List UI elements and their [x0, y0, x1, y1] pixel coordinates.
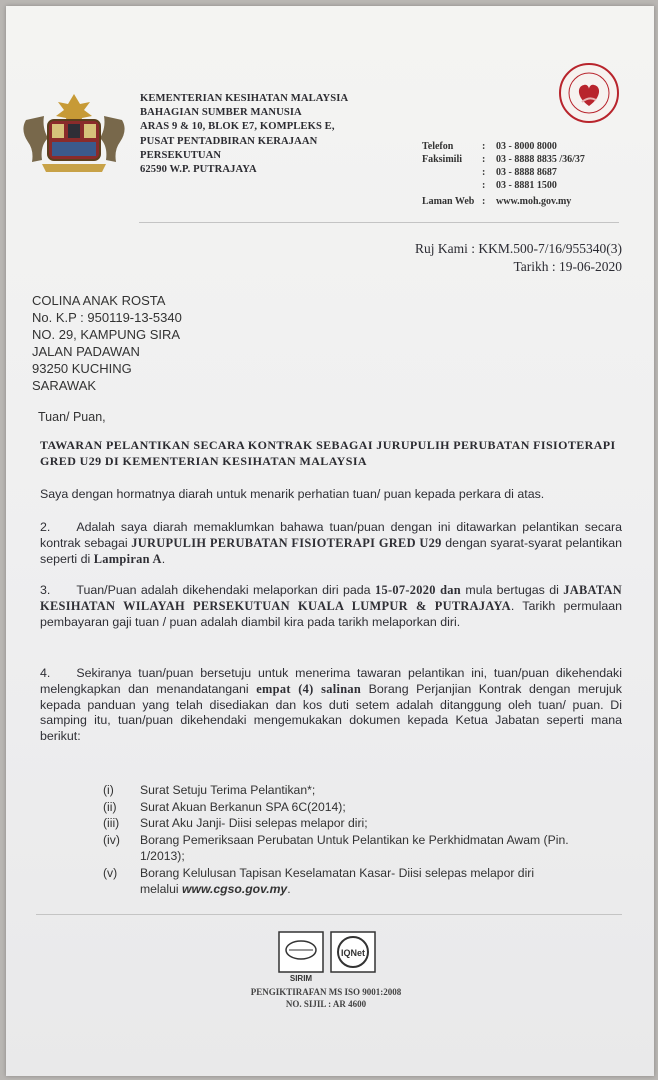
fax-number: 03 - 8881 1500 [496, 180, 557, 191]
report-date: 15-07-2020 dan [374, 583, 461, 597]
letter-subject: TAWARAN PELANTIKAN SECARA KONTRAK SEBAGAI JURUPULIH PERUBATAN FISIOTERAPI GRED U29 DI KEMENTERIAN KESIHATAN MALAYSIA [40, 438, 616, 468]
contact-row: Faksimili : 03 - 8888 8835 /36/37 [422, 154, 585, 165]
reference-number: Ruj Kami : KKM.500-7/16/955340(3) [415, 241, 622, 256]
copies-count: empat (4) salinan [256, 681, 362, 696]
paragraph-1: Saya dengan hormatnya diarah untuk menarik perhatian tuan/ puan kepada perkara di atas. [40, 487, 545, 501]
list-item: (iii) Surat Aku Janji- Diisi selepas melapor diri; [103, 816, 368, 830]
recipient-line: COLINA ANAK ROSTA [32, 293, 166, 308]
address-line: ARAS 9 & 10, BLOK E7, KOMPLEKS E, [140, 121, 335, 133]
recipient-line: 93250 KUCHING [32, 361, 132, 376]
letter-page [6, 6, 654, 1076]
attachment-ref: Lampiran A [93, 551, 162, 566]
divider [36, 914, 622, 915]
letter-date: Tarikh : 19-06-2020 [513, 259, 622, 274]
sirim-label: SIRIM [289, 974, 313, 983]
divider [139, 222, 619, 223]
paragraph-number: 4. [40, 666, 51, 680]
document-list [103, 782, 570, 898]
recipient-address [32, 292, 182, 394]
recipient-line: No. K.P : 950119-13-5340 [32, 310, 182, 325]
greeting: Tuan/ Puan, [38, 410, 106, 424]
cgso-link[interactable]: www.cgso.gov.my [182, 882, 288, 896]
iqnet-label: IQNet [340, 948, 366, 958]
address-line: 62590 W.P. PUTRAJAYA [140, 164, 257, 176]
contact-row: Telefon : 03 - 8000 8000 [422, 141, 557, 152]
certificate-number: NO. SIJIL : AR 4600 [285, 999, 367, 1009]
paragraph-3: 3. Tuan/Puan adalah dikehendaki melaporkan diri pada 15-07-2020 dan mula bertugas di JABATAN KESIHATAN WILAYAH PERSEKUTUAN KUALA LUMPUR & PUTRAJAYA. Tarikh permulaan pembayaran gaji tuan / puan adalah diambil kira pada tarikh melaporkan diri. [40, 583, 623, 629]
address-line: PUSAT PENTADBIRAN KERAJAAN [140, 135, 318, 147]
list-item: (ii) Surat Akuan Berkanun SPA 6C(2014); [103, 799, 346, 814]
list-item: (i) Surat Setuju Terima Pelantikan*; [103, 783, 316, 797]
fax-number: 03 - 8888 8835 /36/37 [496, 154, 585, 165]
position-title: JURUPULIH PERUBATAN FISIOTERAPI GRED U29 [131, 535, 442, 550]
paragraph-number: 3. [40, 583, 51, 597]
certification-logos-icon [277, 928, 377, 984]
posting-department: JABATAN KESIHATAN WILAYAH PERSEKUTUAN KUALA LUMPUR & PUTRAJAYA [40, 583, 623, 613]
contact-row: Laman Web : www.moh.gov.my [422, 196, 572, 207]
reference-block [390, 240, 622, 276]
address-line: KEMENTERIAN KESIHATAN MALAYSIA [140, 93, 349, 104]
paragraph-4: 4. Sekiranya tuan/puan bersetuju untuk menerima tawaran pelantikan ini, tuan/puan dikehendaki melengkapkan dan menandatangani empat (4) salinan Borang Perjanjian Kontrak dengan merujuk kepada panduan yang telah disediakan dan kos duti setem adalah ditanggung oleh tuan/ puan. Di samping itu, tuan/puan dikehendaki mengemukakan dokumen kepada Ketua Jabatan seperti mana berikut: [40, 666, 622, 744]
recipient-line: JALAN PADAWAN [32, 344, 140, 359]
ministry-address [140, 92, 348, 177]
contact-block [422, 140, 585, 208]
recipient-line: NO. 29, KAMPUNG SIRA [32, 327, 181, 342]
website-link[interactable]: www.moh.gov.my [496, 196, 572, 207]
list-item: (iv) Borang Pemeriksaan Perubatan Untuk Pelantikan ke Perkhidmatan Awam (Pin. 1/2013); [103, 832, 569, 863]
contact-row: : 03 - 8881 1500 [482, 180, 557, 191]
address-line: BAHAGIAN SUMBER MANUSIA [140, 107, 302, 119]
phone-number: 03 - 8000 8000 [496, 141, 557, 152]
certification-text [206, 986, 446, 1010]
address-line: PERSEKUTUAN [140, 149, 222, 161]
iso-recognition: PENGIKTIRAFAN MS ISO 9001:2008 [250, 987, 402, 997]
fax-number: 03 - 8888 8687 [496, 167, 557, 178]
contact-row: : 03 - 8888 8687 [482, 167, 557, 178]
paragraph-2: 2. Adalah saya diarah memaklumkan bahawa tuan/puan dengan ini ditawarkan pelantikan secara kontrak sebagai JURUPULIH PERUBATAN FISIOTERAPI GRED U29 dengan syarat-syarat pelantikan seperti di Lampiran A. [40, 520, 622, 566]
coat-of-arms-icon [18, 90, 130, 176]
list-item: (v) Borang Kelulusan Tapisan Keselamatan Kasar- Diisi selepas melapor diri melalui www.cgso.gov.my. [103, 865, 535, 896]
paragraph-number: 2. [40, 520, 51, 534]
recipient-line: SARAWAK [32, 378, 97, 393]
ministry-circle-logo-icon [558, 62, 620, 124]
